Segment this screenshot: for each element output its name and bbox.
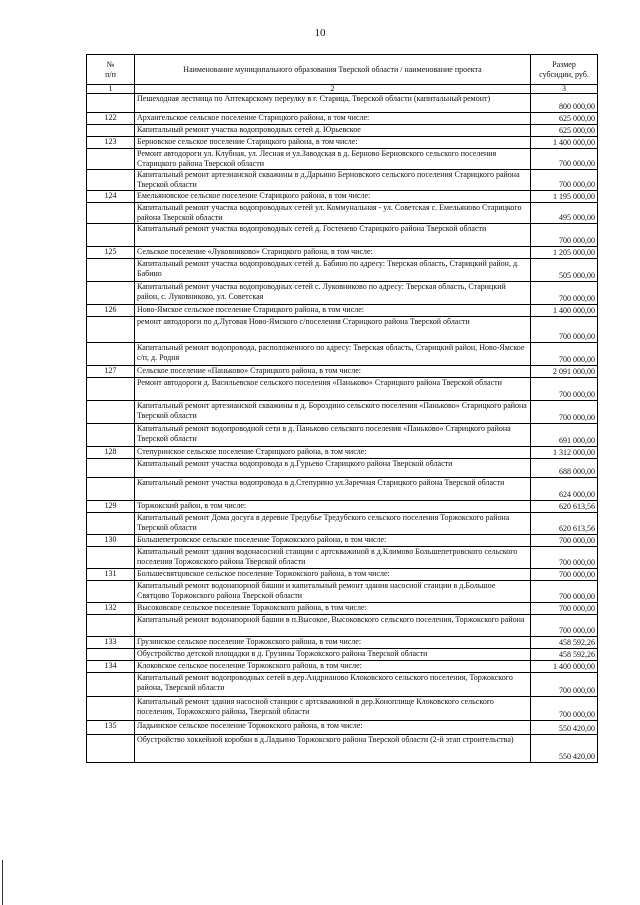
row-number: 125 [87, 247, 135, 259]
row-name: Грузинское сельское поселение Торжокского района, в том числе: [135, 637, 531, 649]
row-number: 127 [87, 366, 135, 378]
row-number [87, 615, 135, 637]
row-number [87, 697, 135, 721]
table-row [87, 424, 598, 447]
row-number [87, 149, 135, 170]
row-amount: 700 000,00 [531, 535, 598, 547]
row-name: Клоковское сельское поселение Торжокского района, в том числе: [135, 661, 531, 673]
row-amount: 688 000,00 [531, 459, 598, 478]
table-row [87, 721, 598, 735]
row-name: Капитальный ремонт здания водонасосной станции с артскважиной в д.Климово Большепетровского сельского поселения Торжокского района Тверской области [135, 547, 531, 569]
row-number [87, 94, 135, 113]
row-number [87, 224, 135, 247]
table-row [87, 305, 598, 317]
header-amount: Размер субсидии, руб. [531, 55, 598, 85]
table-row [87, 661, 598, 673]
table-row [87, 366, 598, 378]
row-name: Капитальный ремонт водонапорной башни в п.Высокое, Высоковского сельского поселения, Торжокского района [135, 615, 531, 637]
row-number [87, 478, 135, 501]
row-name: Обустройство детской площадки в д. Грузины Торжокского района Тверской области [135, 649, 531, 661]
row-name: Большесвятцовское сельское поселение Торжокского района, в том числе: [135, 569, 531, 581]
row-amount: 625 000,00 [531, 125, 598, 137]
column-index: 1 [87, 85, 135, 94]
row-name: Капитальный ремонт участка водопровода в д.Гурьево Старицкого района Тверской области [135, 459, 531, 478]
row-amount: 700 000,00 [531, 547, 598, 569]
row-amount: 620 613,56 [531, 513, 598, 535]
table-row [87, 459, 598, 478]
row-amount: 700 000,00 [531, 603, 598, 615]
table-row [87, 603, 598, 615]
row-name: Сельское поселение «Луковниково» Старицкого района, в том числе: [135, 247, 531, 259]
table-row [87, 113, 598, 125]
row-name: Берновское сельское поселение Старицкого района, в том числе: [135, 137, 531, 149]
row-amount: 700 000,00 [531, 569, 598, 581]
row-amount: 624 000,00 [531, 478, 598, 501]
row-amount: 700 000,00 [531, 401, 598, 424]
table-row [87, 191, 598, 203]
column-index: 2 [135, 85, 531, 94]
row-number [87, 125, 135, 137]
row-name: Ремонт автодороги ул. Клубная, ул. Лесная и ул.Заводская в д. Берново Берновского сельского поселения Старицкого района Тверской области [135, 149, 531, 170]
row-number [87, 735, 135, 763]
table-row [87, 513, 598, 535]
row-amount: 700 000,00 [531, 170, 598, 191]
row-amount: 700 000,00 [531, 581, 598, 603]
table-row [87, 94, 598, 113]
row-number: 123 [87, 137, 135, 149]
row-name: Капитальный ремонт участка водопроводных сетей с. Луковниково по адресу: Тверская область, Старицкий район, с. Луковниково, ул. Советская [135, 282, 531, 305]
row-amount: 550 420,00 [531, 735, 598, 763]
table-header [87, 55, 598, 94]
row-name: Емельяновское сельское поселение Старицкого района, в том числе: [135, 191, 531, 203]
row-number [87, 581, 135, 603]
header-name: Наименование муниципального образования Тверской области / наименование проекта [135, 55, 531, 85]
row-name: Капитальный ремонт участка водопроводных сетей д. Бабино по адресу: Тверская область, Старицкий район, д. Бабино [135, 259, 531, 282]
row-amount: 1 400 000,00 [531, 661, 598, 673]
row-number [87, 170, 135, 191]
table-row [87, 501, 598, 513]
page-number: 10 [314, 27, 326, 39]
column-index-row [87, 85, 598, 94]
row-amount: 625 000,00 [531, 113, 598, 125]
row-amount: 700 000,00 [531, 149, 598, 170]
row-number [87, 459, 135, 478]
row-name: Высоковское сельское поселение Торжокского района, в том числе: [135, 603, 531, 615]
table-row [87, 615, 598, 637]
row-amount: 1 400 000,00 [531, 137, 598, 149]
table-row [87, 259, 598, 282]
row-number: 135 [87, 721, 135, 735]
table-row [87, 149, 598, 170]
row-name: Ремонт автодороги д. Васильевское сельского поселения «Паньково» Старицкого района Тверской области [135, 378, 531, 401]
row-amount: 2 091 000,00 [531, 366, 598, 378]
header-num: № п/п [87, 55, 135, 85]
row-number: 122 [87, 113, 135, 125]
row-number [87, 343, 135, 366]
row-amount: 550 420,00 [531, 721, 598, 735]
row-amount: 458 592,26 [531, 637, 598, 649]
table-row [87, 569, 598, 581]
row-name: Капитальный ремонт водонапорной башни и капитальный ремонт здания насосной станции в д.Большое Святцово Торжокского района Тверской области [135, 581, 531, 603]
table-row [87, 547, 598, 569]
table-row [87, 170, 598, 191]
row-amount: 700 000,00 [531, 282, 598, 305]
row-number: 130 [87, 535, 135, 547]
row-number: 129 [87, 501, 135, 513]
row-number: 128 [87, 447, 135, 459]
table-row [87, 401, 598, 424]
row-number: 133 [87, 637, 135, 649]
table-row [87, 478, 598, 501]
table-row [87, 137, 598, 149]
row-number [87, 259, 135, 282]
row-number: 131 [87, 569, 135, 581]
row-number [87, 401, 135, 424]
row-number [87, 282, 135, 305]
row-amount: 620 613,56 [531, 501, 598, 513]
row-number [87, 547, 135, 569]
row-number [87, 513, 135, 535]
row-number [87, 424, 135, 447]
row-number [87, 378, 135, 401]
row-amount: 691 000,00 [531, 424, 598, 447]
table-body [87, 94, 598, 763]
row-name: Капитальный ремонт артезианской скважины в д. Бороздино сельского поселения «Паньково» Старицкого района Тверской области [135, 401, 531, 424]
row-name: Капитальный ремонт здания насосной станции с артскважиной в дер.Коноплище Клоковского сельского поселения, Торжокского района, Тверской области [135, 697, 531, 721]
row-name: Архангельское сельское поселение Старицкого района, в том числе: [135, 113, 531, 125]
row-amount: 1 195 000,00 [531, 191, 598, 203]
row-name: Капитальный ремонт артезианской скважины в д.Дарьино Берновского сельского поселения Старицкого района Тверской области [135, 170, 531, 191]
table-row [87, 378, 598, 401]
table-row [87, 673, 598, 697]
row-name: Торжокский район, в том числе: [135, 501, 531, 513]
table-row [87, 637, 598, 649]
row-number [87, 317, 135, 343]
row-name: Капитальный ремонт Дома досуга в деревне Тредубье Тредубского сельского поселения Торжокского района Тверской области [135, 513, 531, 535]
row-number: 134 [87, 661, 135, 673]
row-number: 124 [87, 191, 135, 203]
row-name: Сельское поселение «Паньково» Старицкого района, в том числе: [135, 366, 531, 378]
row-name: Ново-Ямское сельское поселение Старицкого района, в том числе: [135, 305, 531, 317]
row-name: Ладьинское сельское поселение Торжокского района, в том числе: [135, 721, 531, 735]
table-row [87, 317, 598, 343]
row-name: Капитальный ремонт участка водопроводных сетей д. Юрьевское [135, 125, 531, 137]
table-row [87, 343, 598, 366]
row-name: Капитальный ремонт водопроводных сетей в дер.Андрианово Клоковского сельского поселения, Торжокского района, Тверской области [135, 673, 531, 697]
table-row [87, 735, 598, 763]
row-name: ремонт автодороги по д.Луговая Ново-Ямского с/поселения Старицкого района Тверской области [135, 317, 531, 343]
row-amount: 800 000,00 [531, 94, 598, 113]
row-amount: 700 000,00 [531, 673, 598, 697]
row-name: Капитальный ремонт участка водопроводных сетей ул. Коммунальная - ул. Советская с. Емельяново Старицкого района Тверской области [135, 203, 531, 224]
row-amount: 1 205 000,00 [531, 247, 598, 259]
row-amount: 1 312 000,00 [531, 447, 598, 459]
scan-edge-line [2, 860, 3, 905]
subsidy-table [86, 54, 598, 763]
row-number [87, 673, 135, 697]
row-name: Большепетровское сельское поселение Торжокского района, в том числе: [135, 535, 531, 547]
table-row [87, 447, 598, 459]
row-number: 132 [87, 603, 135, 615]
row-amount: 505 000,00 [531, 259, 598, 282]
row-name: Пешеходная лестница по Аптекарскому переулку в г. Старица, Тверской области (капитальный ремонт) [135, 94, 531, 113]
row-number [87, 649, 135, 661]
row-amount: 700 000,00 [531, 224, 598, 247]
table-row [87, 649, 598, 661]
row-name: Обустройство хоккейной коробки в д.Ладьино Торжокского района Тверской области (2-й этап строительства) [135, 735, 531, 763]
row-amount: 700 000,00 [531, 615, 598, 637]
row-amount: 495 000,00 [531, 203, 598, 224]
row-amount: 458 592,26 [531, 649, 598, 661]
table-row [87, 224, 598, 247]
row-name: Капитальный ремонт водопроводной сети в д. Паньково сельского поселения «Паньково» Старицкого района Тверской области [135, 424, 531, 447]
table-row [87, 125, 598, 137]
table-row [87, 697, 598, 721]
table-row [87, 247, 598, 259]
row-amount: 700 000,00 [531, 317, 598, 343]
row-number: 126 [87, 305, 135, 317]
row-amount: 1 400 000,00 [531, 305, 598, 317]
row-name: Капитальный ремонт участка водопровода в д.Степурино ул.Заречная Старицкого района Тверской области [135, 478, 531, 501]
table-row [87, 203, 598, 224]
row-number [87, 203, 135, 224]
row-name: Капитальный ремонт участка водопроводных сетей д. Гостенево Старицкого района Тверской области [135, 224, 531, 247]
table-row [87, 282, 598, 305]
row-amount: 700 000,00 [531, 343, 598, 366]
row-amount: 700 000,00 [531, 697, 598, 721]
table-row [87, 581, 598, 603]
row-name: Капитальный ремонт водопровода, расположенного по адресу: Тверская область, Старицкий район, Ново-Ямское с/п, д. Родня [135, 343, 531, 366]
table-row [87, 535, 598, 547]
row-amount: 700 000,00 [531, 378, 598, 401]
row-name: Степуринское сельское поселение Старицкого района, в том числе: [135, 447, 531, 459]
column-index: 3 [531, 85, 598, 94]
